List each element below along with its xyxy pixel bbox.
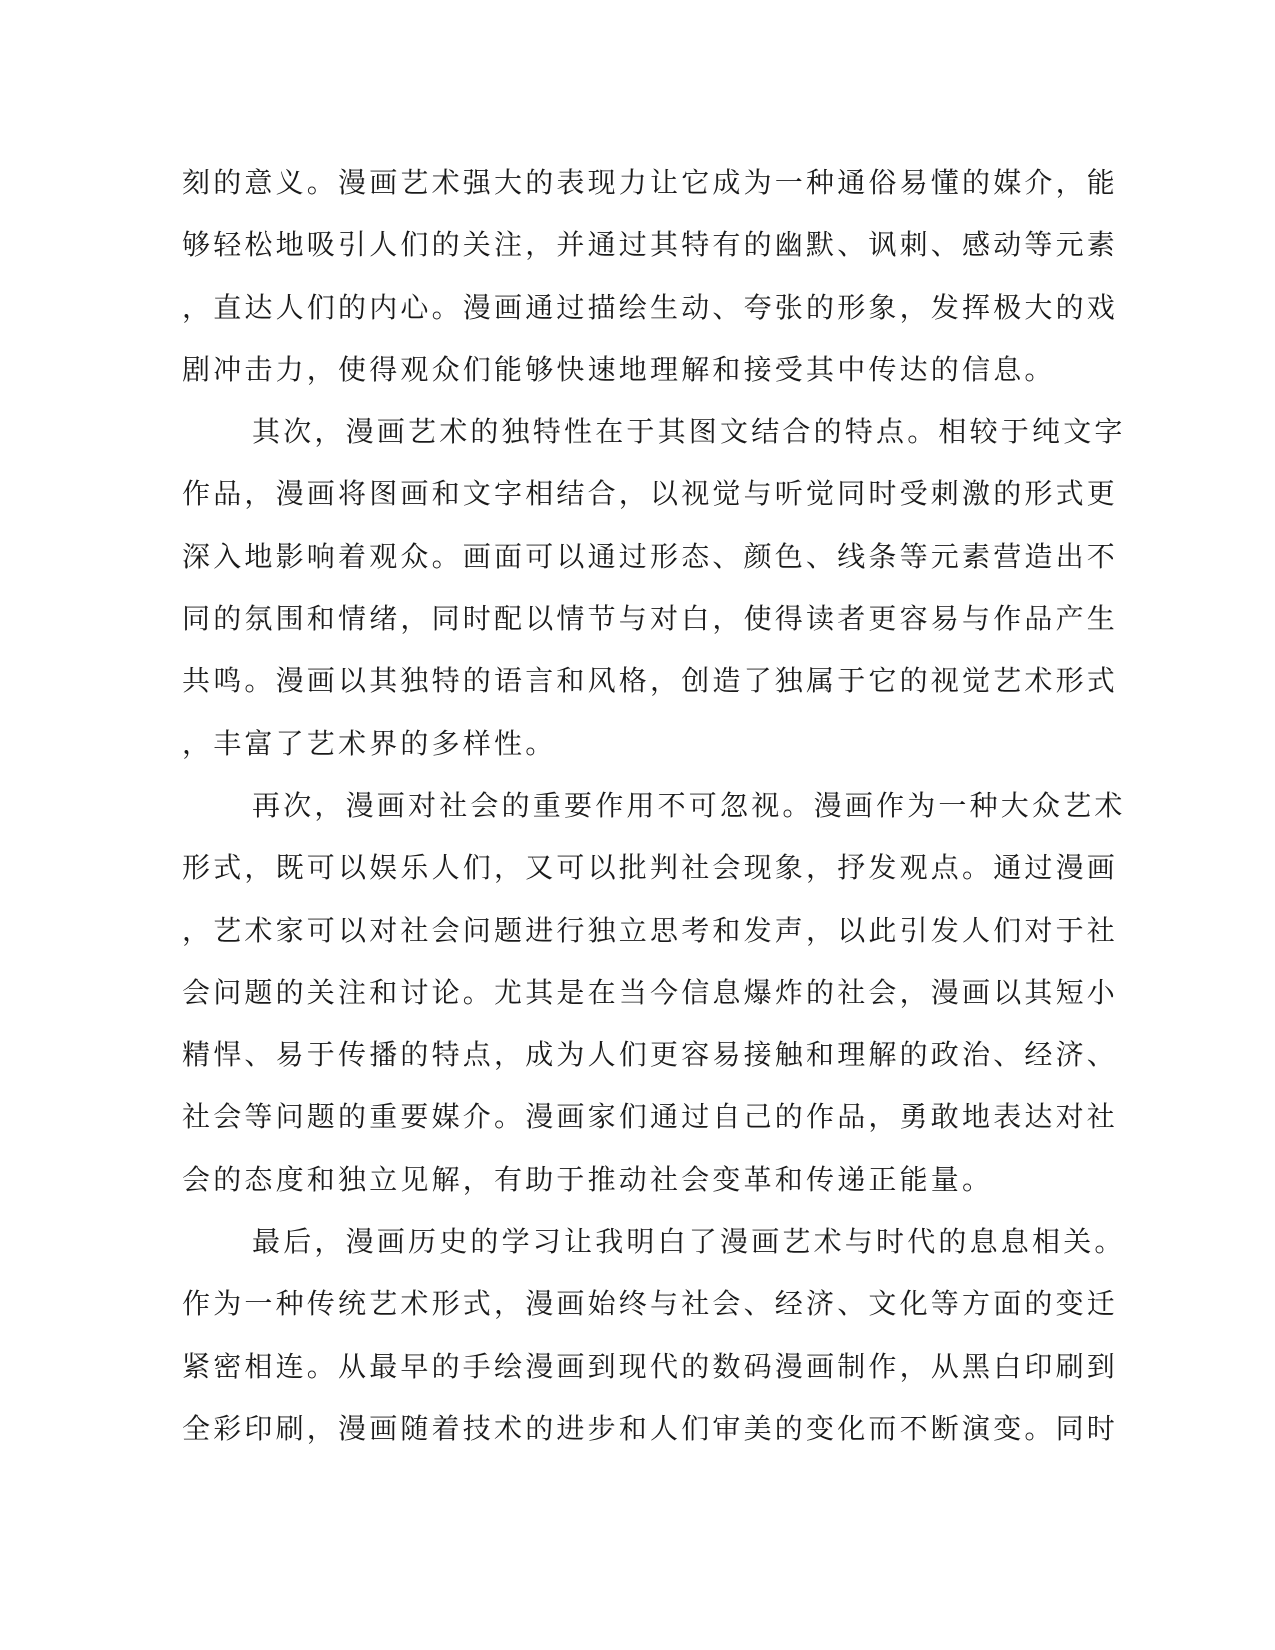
text-line: 形式，既可以娱乐人们，又可以批判社会现象，抒发观点。通过漫画 xyxy=(182,851,1119,885)
text-line: 精悍、易于传播的特点，成为人们更容易接触和理解的政治、经济、 xyxy=(182,1038,1119,1072)
text-line: 全彩印刷，漫画随着技术的进步和人们审美的变化而不断演变。同时 xyxy=(182,1411,1119,1445)
paragraph-first-line: 其次，漫画艺术的独特性在于其图文结合的特点。相较于纯文字 xyxy=(252,415,1126,449)
text-line: 深入地影响着观众。画面可以通过形态、颜色、线条等元素营造出不 xyxy=(182,539,1119,573)
text-line: 会的态度和独立见解，有助于推动社会变革和传递正能量。 xyxy=(182,1162,994,1196)
text-line: ，直达人们的内心。漫画通过描绘生动、夸张的形象，发挥极大的戏 xyxy=(182,290,1119,324)
body-text xyxy=(182,152,1126,1460)
text-line: 够轻松地吸引人们的关注，并通过其特有的幽默、讽刺、感动等元素 xyxy=(182,228,1119,262)
text-line: 社会等问题的重要媒介。漫画家们通过自己的作品，勇敢地表达对社 xyxy=(182,1100,1119,1134)
text-line: 共鸣。漫画以其独特的语言和风格，创造了独属于它的视觉艺术形式 xyxy=(182,664,1119,698)
paragraph-first-line: 再次，漫画对社会的重要作用不可忽视。漫画作为一种大众艺术 xyxy=(252,788,1126,822)
text-line: 紧密相连。从最早的手绘漫画到现代的数码漫画制作，从黑白印刷到 xyxy=(182,1349,1119,1383)
text-line: 同的氛围和情绪，同时配以情节与对白，使得读者更容易与作品产生 xyxy=(182,602,1119,636)
text-line: 会问题的关注和讨论。尤其是在当今信息爆炸的社会，漫画以其短小 xyxy=(182,975,1119,1009)
paragraph-first-line: 最后，漫画历史的学习让我明白了漫画艺术与时代的息息相关。 xyxy=(252,1225,1126,1259)
text-line: 刻的意义。漫画艺术强大的表现力让它成为一种通俗易懂的媒介，能 xyxy=(182,166,1119,199)
text-line: ，艺术家可以对社会问题进行独立思考和发声，以此引发人们对于社 xyxy=(182,913,1119,947)
text-line: ，丰富了艺术界的多样性。 xyxy=(182,726,557,760)
text-line: 剧冲击力，使得观众们能够快速地理解和接受其中传达的信息。 xyxy=(182,352,1056,386)
text-line: 作为一种传统艺术形式，漫画始终与社会、经济、文化等方面的变迁 xyxy=(182,1287,1119,1321)
text-line: 作品，漫画将图画和文字相结合，以视觉与听觉同时受刺激的形式更 xyxy=(182,477,1119,511)
